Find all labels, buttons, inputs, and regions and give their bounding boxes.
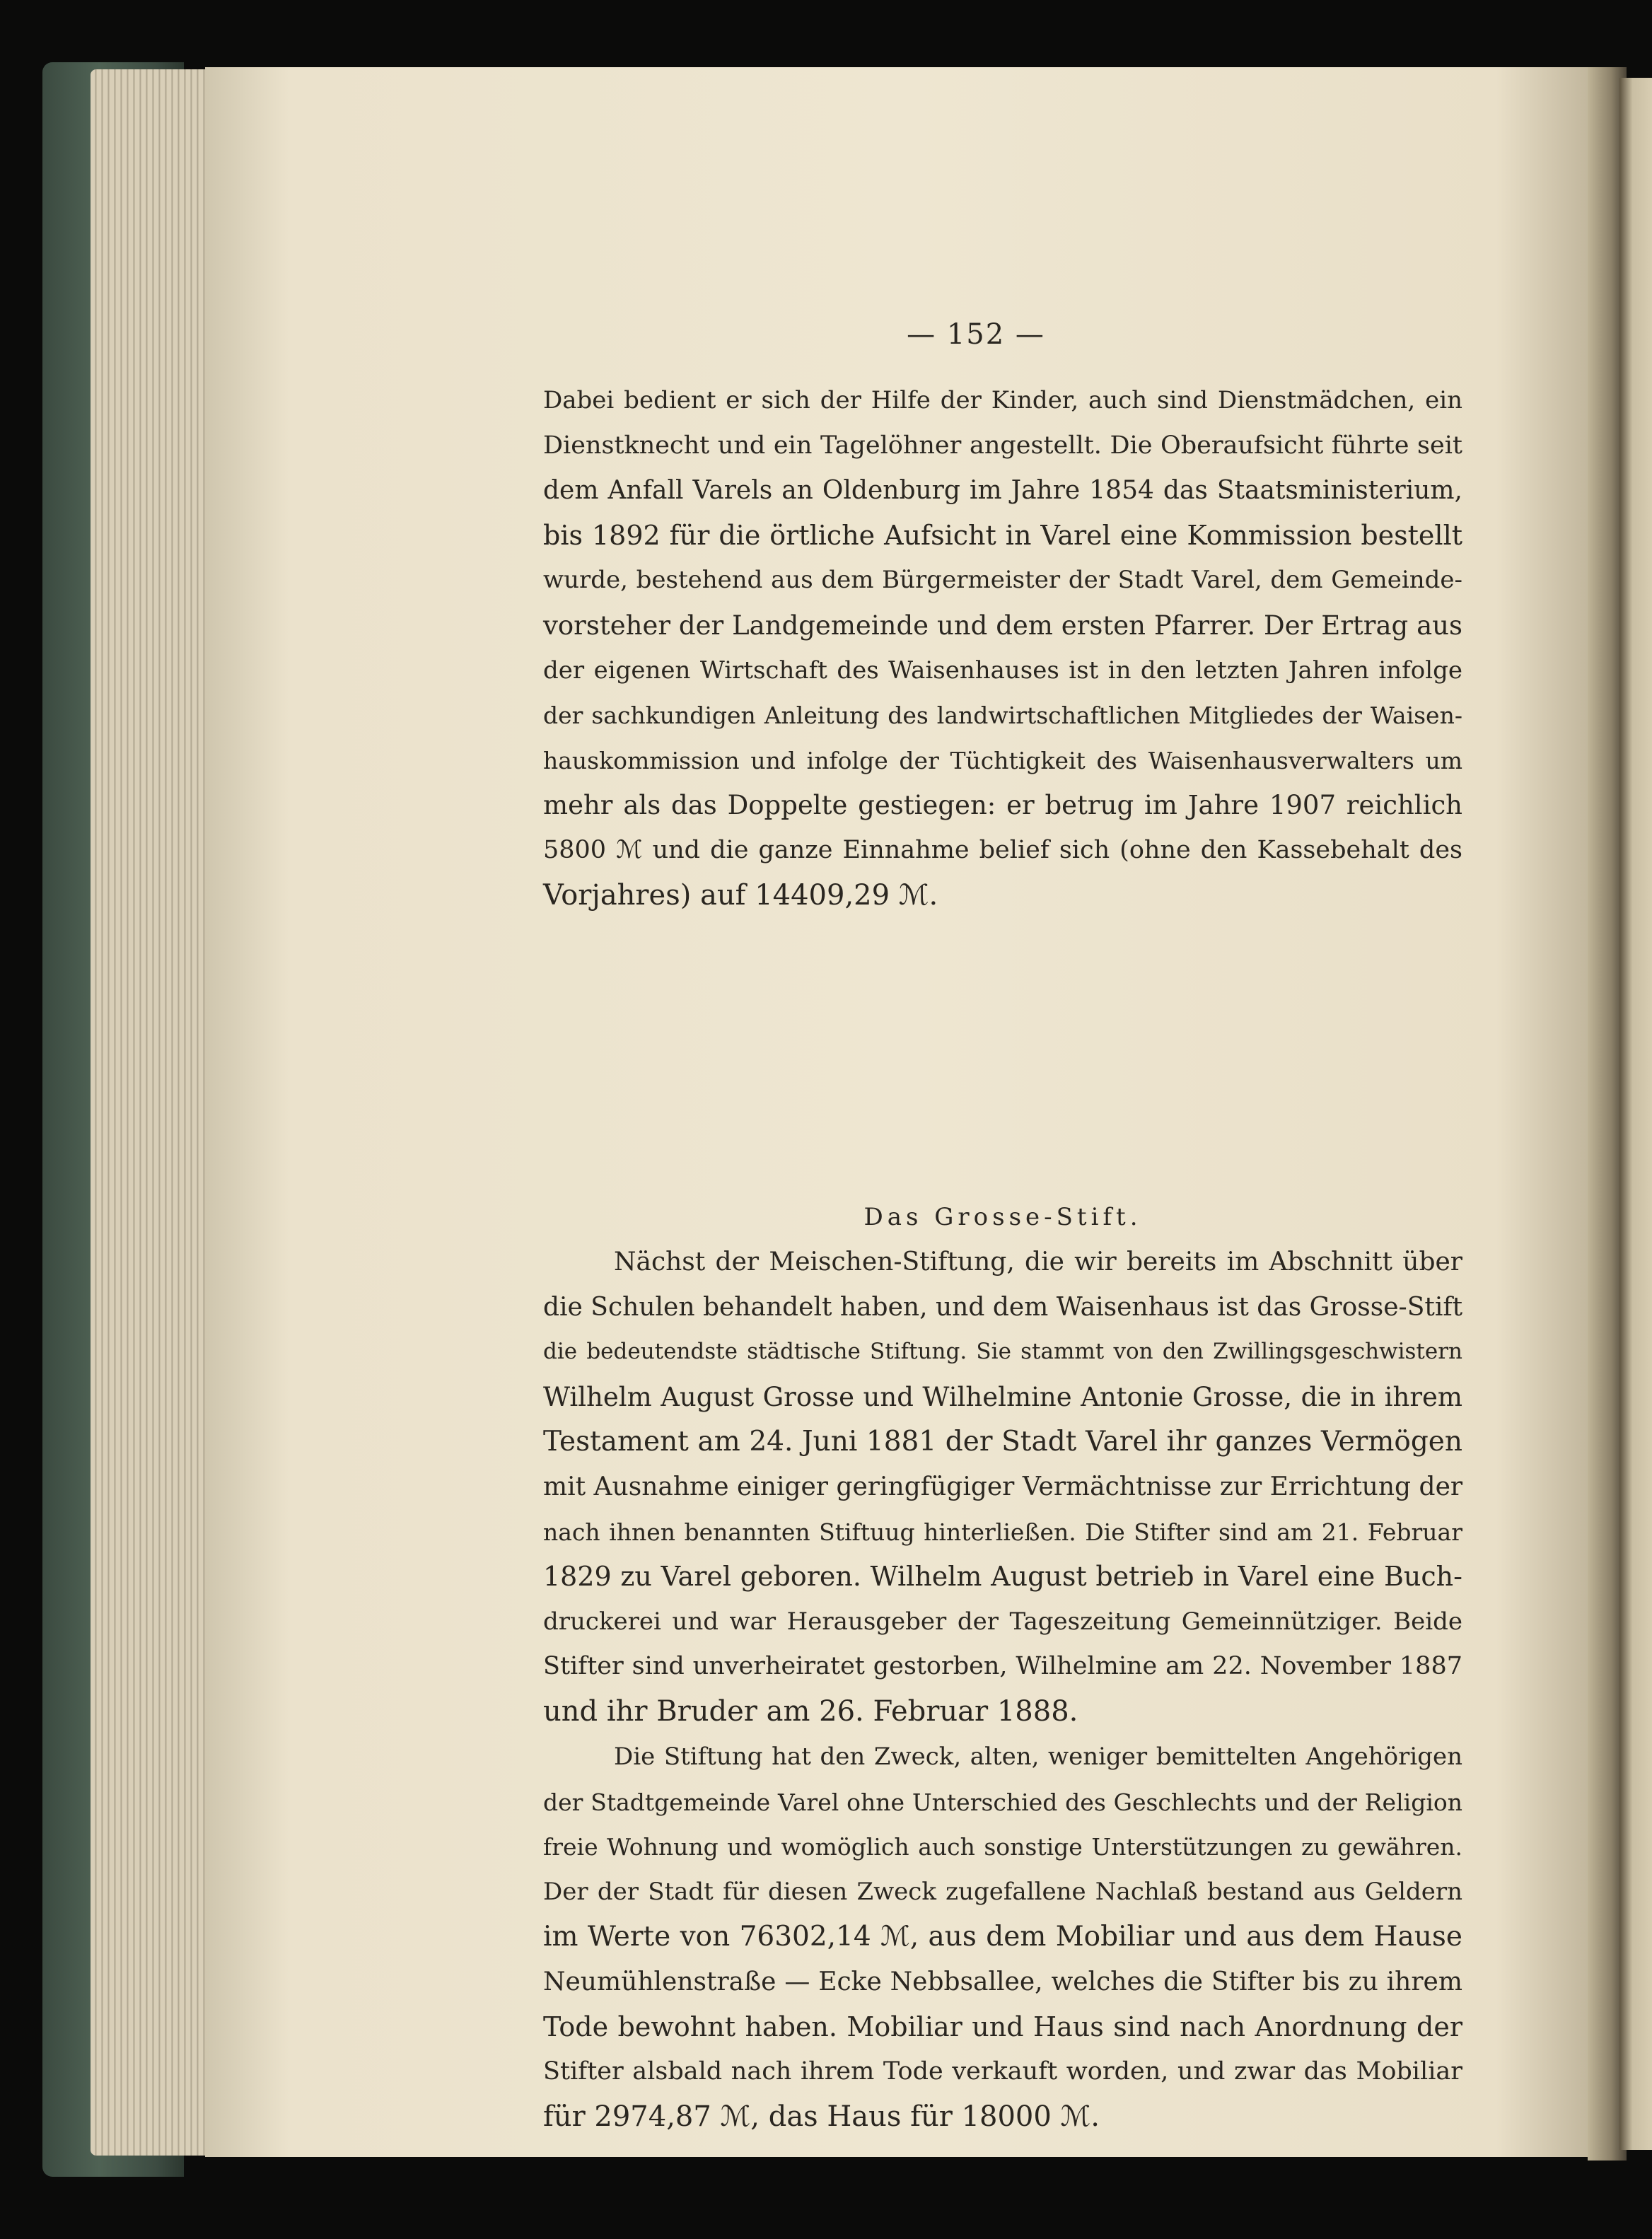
text-line: dem Anfall Varels an Oldenburg im Jahre 1854 das Staatsministerium,	[543, 476, 1462, 506]
facing-page-edge	[1619, 78, 1652, 2150]
text-line: die bedeutendste städtische Stiftung. Sie stammt von den Zwillingsgeschwistern	[543, 1339, 1462, 1365]
text-line: Stifter sind unverheiratet gestorben, Wilhelmine am 22. November 1887	[543, 1652, 1462, 1681]
text-line: bis 1892 für die örtliche Aufsicht in Varel eine Kommission bestellt	[543, 519, 1462, 551]
text-line: und ihr Bruder am 26. Februar 1888.	[543, 1694, 1078, 1728]
section-heading-wrap	[543, 1195, 1462, 1240]
text-line: Stifter alsbald nach ihrem Tode verkauft worden, und zwar das Mobiliar	[543, 2057, 1462, 2086]
text-line: der sachkundigen Anleitung des landwirtschaftlichen Mitgliedes der Waisen-	[543, 702, 1462, 730]
text-line: Nächst der Meischen-Stiftung, die wir bereits im Abschnitt über	[614, 1248, 1462, 1276]
text-line: Neumühlenstraße — Ecke Nebbsallee, welches die Stifter bis zu ihrem	[543, 1967, 1462, 1996]
text-line: Dabei bedient er sich der Hilfe der Kinder, auch sind Dienstmädchen, ein	[543, 386, 1462, 414]
text-line: 5800 ℳ und die ganze Einnahme belief sich (ohne den Kassebehalt des	[543, 835, 1462, 864]
page-number: — 152 —	[907, 318, 1045, 351]
text-line: Der der Stadt für diesen Zweck zugefallene Nachlaß bestand aus Geldern	[543, 1877, 1462, 1906]
text-line: für 2974,87 ℳ, das Haus für 18000 ℳ.	[543, 2100, 1100, 2133]
text-line: Vorjahres) auf 14409,29 ℳ.	[543, 878, 938, 912]
paragraph-2	[543, 1240, 1462, 1735]
text-line: Wilhelm August Grosse und Wilhelmine Antonie Grosse, die in ihrem	[543, 1381, 1462, 1412]
text-line: Dienstknecht und ein Tagelöhner angestellt. Die Oberaufsicht führte seit	[543, 431, 1462, 460]
text-line: die Schulen behandelt haben, und dem Waisenhaus ist das Grosse-Stift	[543, 1292, 1463, 1322]
text-line: Die Stiftung hat den Zweck, alten, weniger bemittelten Angehörigen	[614, 1743, 1462, 1771]
text-line: mit Ausnahme einiger geringfügiger Vermächtnisse zur Errichtung der	[543, 1472, 1463, 1501]
text-line: der eigenen Wirtschaft des Waisenhauses ist in den letzten Jahren infolge	[543, 656, 1462, 685]
text-line: mehr als das Doppelte gestiegen: er betrug im Jahre 1907 reichlich	[543, 790, 1462, 821]
text-line: der Stadtgemeinde Varel ohne Unterschied des Geschlechts und der Religion	[543, 1788, 1462, 1816]
text-line: wurde, bestehend aus dem Bürgermeister der Stadt Varel, dem Gemeinde-	[543, 566, 1462, 595]
text-line: nach ihnen benannten Stiftuug hinterließen. Die Stifter sind am 21. Februar	[543, 1518, 1462, 1546]
text-line: im Werte von 76302,14 ℳ, aus dem Mobiliar und aus dem Hause	[543, 1921, 1462, 1953]
text-line: freie Wohnung und womöglich auch sonstige Unterstützungen zu gewähren.	[543, 1833, 1462, 1861]
text-line: 1829 zu Varel geboren. Wilhelm August betrieb in Varel eine Buch-	[543, 1561, 1462, 1593]
section-heading: Das Grosse-Stift.	[863, 1203, 1142, 1231]
text-line: Tode bewohnt haben. Mobiliar und Haus sind nach Anordnung der	[543, 2011, 1462, 2042]
text-line: druckerei und war Herausgeber der Tageszeitung Gemeinnütziger. Beide	[543, 1607, 1462, 1636]
text-line: Testament am 24. Juni 1881 der Stadt Varel ihr ganzes Vermögen	[543, 1426, 1462, 1458]
paragraph-3	[543, 1735, 1462, 2139]
paragraph-1	[543, 378, 1462, 918]
text-line: hauskommission und infolge der Tüchtigkeit des Waisenhausverwalters um	[543, 746, 1462, 774]
text-line: vorsteher der Landgemeinde und dem ersten Pfarrer. Der Ertrag aus	[543, 610, 1462, 641]
